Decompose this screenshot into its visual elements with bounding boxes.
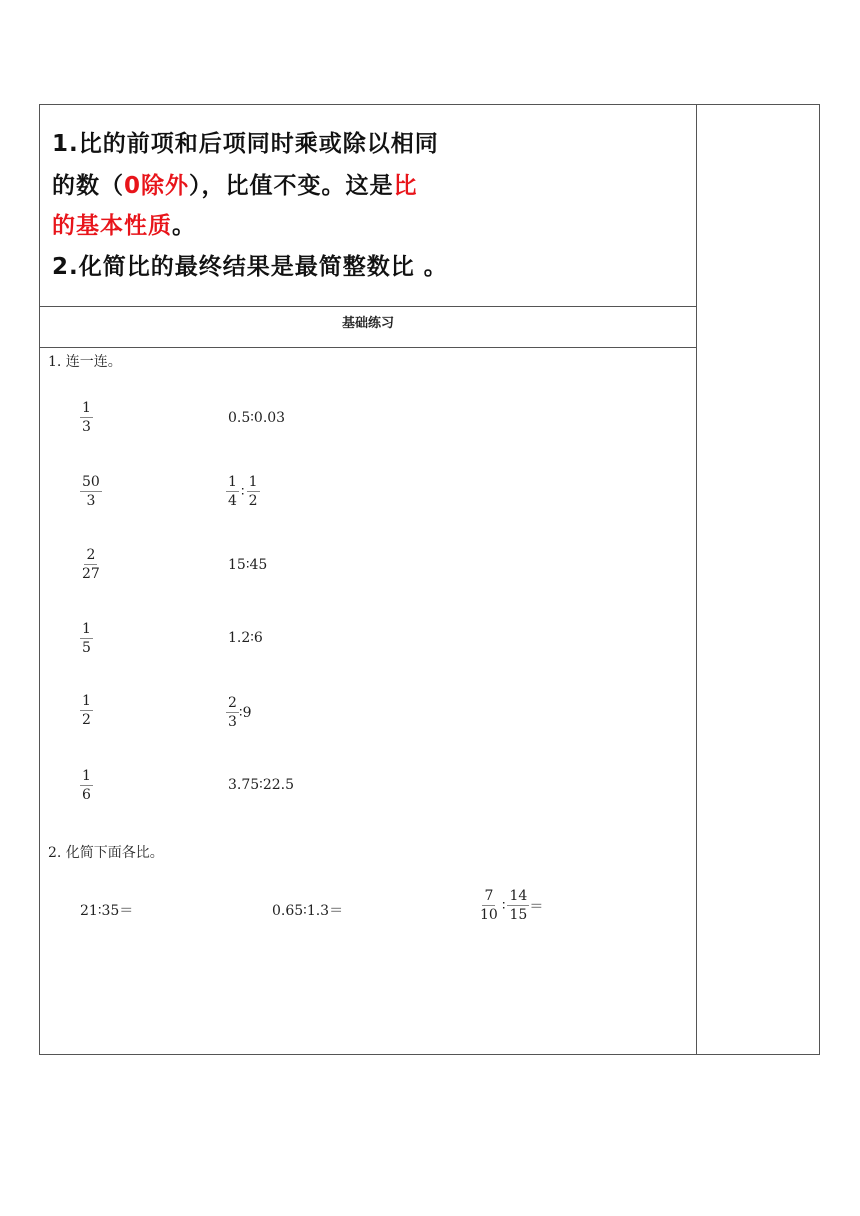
row-divider-1	[39, 306, 697, 307]
left-fraction-5: $\frac{1}{2}$	[82, 693, 91, 728]
left-fraction-1: $\frac{1}{3}$	[82, 400, 91, 435]
item-3-fraction-b: $\frac{14}{15}$	[509, 888, 528, 923]
right-ratio-5: $\frac{2}{3}$ ∶9	[228, 695, 252, 730]
left-fraction-2: $\frac{50}{3}$	[82, 474, 100, 509]
question-2-label: 2. 化简下面各比。	[48, 845, 164, 861]
question-1-label: 1. 连一连。	[48, 354, 122, 370]
row-divider-2	[39, 347, 697, 348]
left-fraction-4: $\frac{1}{5}$	[82, 621, 91, 656]
section-title: 基础练习	[341, 316, 394, 331]
right-ratio-1: 0.5∶0.03	[228, 410, 286, 426]
summary-line-1: 1.比的前项和后项同时乘或除以相同	[52, 131, 439, 157]
right-ratio-3: 15∶45	[228, 557, 268, 573]
left-fraction-6: $\frac{1}{6}$	[82, 768, 91, 803]
simplify-item-2: 0.65∶1.3＝	[272, 903, 344, 919]
ratio-5-fraction: $\frac{2}{3}$	[228, 695, 237, 730]
column-divider	[696, 104, 697, 1055]
summary-line-4: 2.化简比的最终结果是最简整数比 。	[52, 254, 448, 280]
ratio-2-fraction-a: $\frac{1}{4}$	[228, 474, 237, 509]
right-ratio-6: 3.75∶22.5	[228, 777, 294, 793]
left-fraction-3: $\frac{2}{27}$	[82, 547, 100, 582]
right-ratio-4: 1.2∶6	[228, 630, 263, 646]
simplify-item-1: 21∶35＝	[80, 903, 134, 919]
summary-line-3: 的基本性质。	[52, 213, 196, 239]
right-ratio-2: $\frac{1}{4}$ ∶ $\frac{1}{2}$	[228, 474, 258, 509]
summary-line-2: 的数（0除外），比值不变。这是比	[52, 173, 418, 199]
simplify-item-3: $\frac{7}{10}$ ∶ $\frac{14}{15}$ ＝	[480, 888, 544, 923]
item-3-fraction-a: $\frac{7}{10}$	[480, 888, 498, 923]
ratio-2-fraction-b: $\frac{1}{2}$	[248, 474, 258, 509]
